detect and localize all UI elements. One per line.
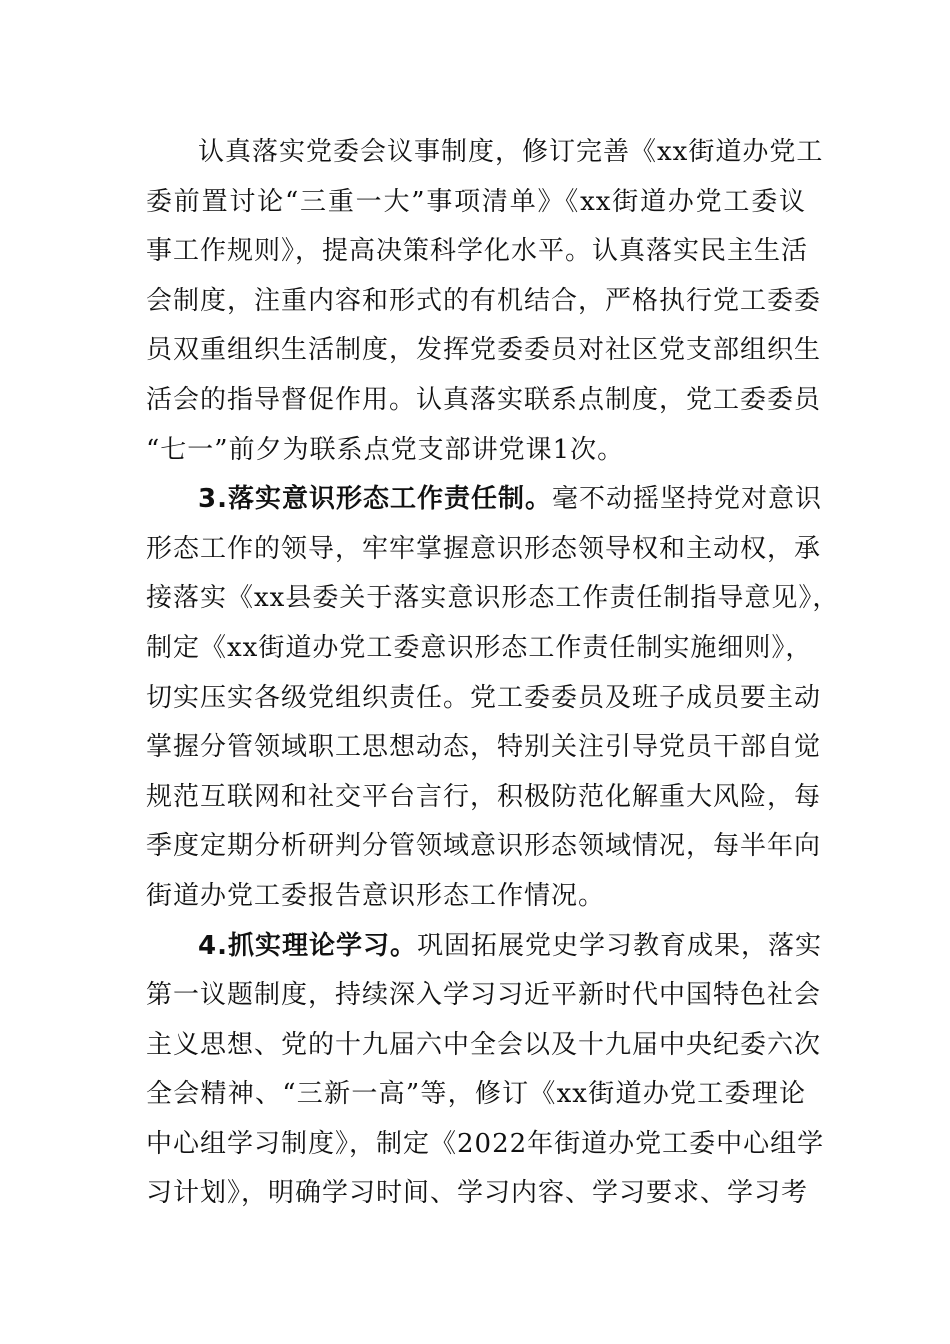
text-line: 主义思想、党的十九届六中全会以及十九届中央纪委六次	[146, 1029, 822, 1060]
text-line: 习计划》，明确学习时间、学习内容、学习要求、学习考	[146, 1178, 809, 1209]
text-line: 活会的指导督促作用。认真落实联系点制度，党工委委员	[146, 384, 822, 415]
paragraph-party-committee-rules	[146, 128, 824, 475]
text-line	[146, 922, 822, 972]
paragraph-ideology-responsibility	[146, 475, 840, 921]
text-line: 掌握分管领域职工思想动态，特别关注引导党员干部自觉	[146, 732, 822, 763]
text-line: 中心组学习制度》，制定《2022年街道办党工委中心组学	[146, 1128, 825, 1159]
document-body	[146, 128, 840, 1219]
text-line: 事工作规则》，提高决策科学化水平。认真落实民主生活	[146, 236, 809, 267]
text-line: 规范互联网和社交平台言行，积极防范化解重大风险，每	[146, 781, 822, 812]
text-line: 全会精神、“三新一高”等，修订《xx街道办党工委理论	[146, 1079, 806, 1110]
text-line: “七一”前夕为联系点党支部讲党课1次。	[146, 434, 625, 465]
text-line: 会制度，注重内容和形式的有机结合，严格执行党工委委	[146, 285, 822, 316]
text-line: 制定《xx街道办党工委意识形态工作责任制实施细则》，	[146, 632, 813, 663]
text-line: 街道办党工委报告意识形态工作情况。	[146, 880, 606, 911]
text-line: 认真落实党委会议事制度，修订完善《xx街道办党工	[198, 137, 824, 167]
section-heading-4: 4.抓实理论学习。	[198, 930, 417, 961]
text-line: 季度定期分析研判分管领域意识形态领域情况，每半年向	[146, 831, 822, 862]
paragraph-theory-study	[146, 922, 825, 1220]
text-run: 毫不动摇坚持党对意识	[551, 484, 822, 515]
text-line: 接落实《xx县委关于落实意识形态工作责任制指导意见》，	[146, 583, 840, 614]
text-line: 委前置讨论“三重一大”事项清单》《xx街道办党工委议	[146, 186, 806, 217]
text-line: 第一议题制度，持续深入学习习近平新时代中国特色社会	[146, 980, 822, 1011]
text-line: 切实压实各级党组织责任。党工委委员及班子成员要主动	[146, 682, 822, 713]
text-run: 巩固拓展党史学习教育成果，落实	[416, 930, 822, 961]
text-line: 员双重组织生活制度，发挥党委委员对社区党支部组织生	[146, 335, 822, 366]
section-heading-3: 3.落实意识形态工作责任制。	[198, 484, 552, 515]
text-line: 形态工作的领导，牢牢掌握意识形态领导权和主动权，承	[146, 533, 822, 564]
text-line	[146, 475, 822, 525]
